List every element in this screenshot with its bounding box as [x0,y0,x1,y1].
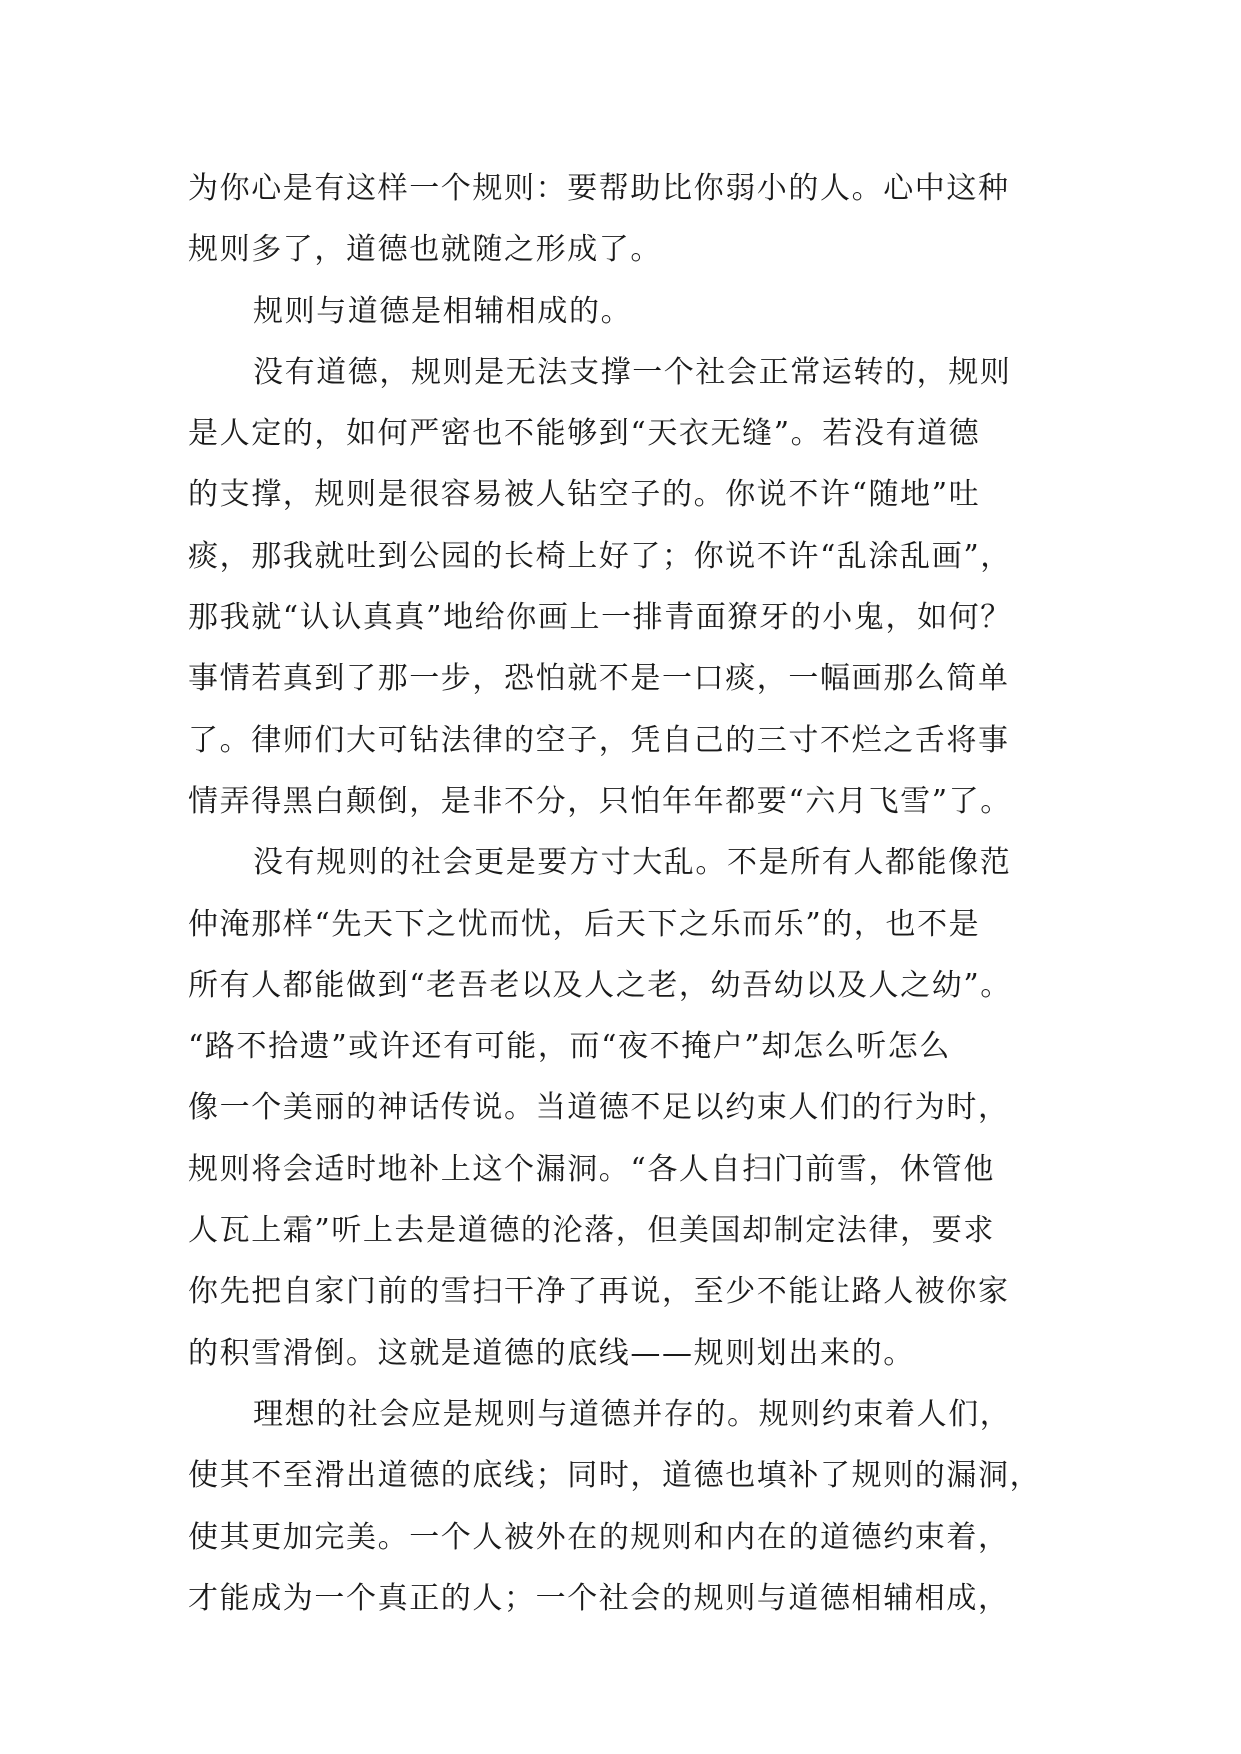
paragraph-start-line: 规则与道德是相辅相成的。 [253,293,633,329]
text-line: 那我就“认认真真”地给你画上一排青面獠牙的小鬼，如何？ [188,600,1012,636]
text-line: 的积雪滑倒。这就是道德的底线——规则划出来的。 [188,1335,915,1371]
text-line: 规则将会适时地补上这个漏洞。“各人自扫门前雪，休管他 [188,1151,995,1187]
text-line: 仲淹那样“先天下之忧而忧，后天下之乐而乐”的，也不是 [188,906,981,942]
text-line: 情弄得黑白颠倒，是非不分，只怕年年都要“六月飞雪”了。 [188,783,1012,819]
text-line: 使其不至滑出道德的底线；同时，道德也填补了规则的漏洞， [188,1458,1042,1494]
text-line: 像一个美丽的神话传说。当道德不足以约束人们的行为时， [188,1090,1010,1126]
text-line: 人瓦上霜”听上去是道德的沦落，但美国却制定法律，要求 [188,1213,995,1249]
paragraph-start-line: 没有规则的社会更是要方寸大乱。不是所有人都能像范 [253,845,1012,881]
paragraph-start-line: 没有道德，规则是无法支撑一个社会正常运转的，规则 [253,354,1012,390]
text-line: 规则多了，道德也就随之形成了。 [188,232,662,268]
text-line: 了。律师们大可钻法律的空子，凭自己的三寸不烂之舌将事 [188,722,1010,758]
text-line: 使其更加完美。一个人被外在的规则和内在的道德约束着， [188,1519,1010,1555]
text-line: 痰，那我就吐到公园的长椅上好了；你说不许“乱涂乱画”， [188,538,1012,574]
text-line: 事情若真到了那一步，恐怕就不是一口痰，一幅画那么简单 [188,661,1010,697]
text-line: “路不拾遗”或许还有可能，而“夜不掩户”却怎么听怎么 [188,1029,951,1065]
text-line: 的支撑，规则是很容易被人钻空子的。你说不许“随地”吐 [188,477,981,513]
text-line: 你先把自家门前的雪扫干净了再说，至少不能让路人被你家 [188,1274,1010,1310]
text-line: 为你心是有这样一个规则：要帮助比你弱小的人。心中这种 [188,171,1010,206]
text-line: 所有人都能做到“老吾老以及人之老，幼吾幼以及人之幼”。 [188,967,1012,1003]
paragraph-start-line: 理想的社会应是规则与道德并存的。规则约束着人们， [253,1396,1012,1432]
essay-body [188,158,1068,1629]
text-line: 才能成为一个真正的人；一个社会的规则与道德相辅相成， [188,1580,1010,1616]
text-line: 是人定的，如何严密也不能够到“天衣无缝”。若没有道德 [188,416,981,452]
